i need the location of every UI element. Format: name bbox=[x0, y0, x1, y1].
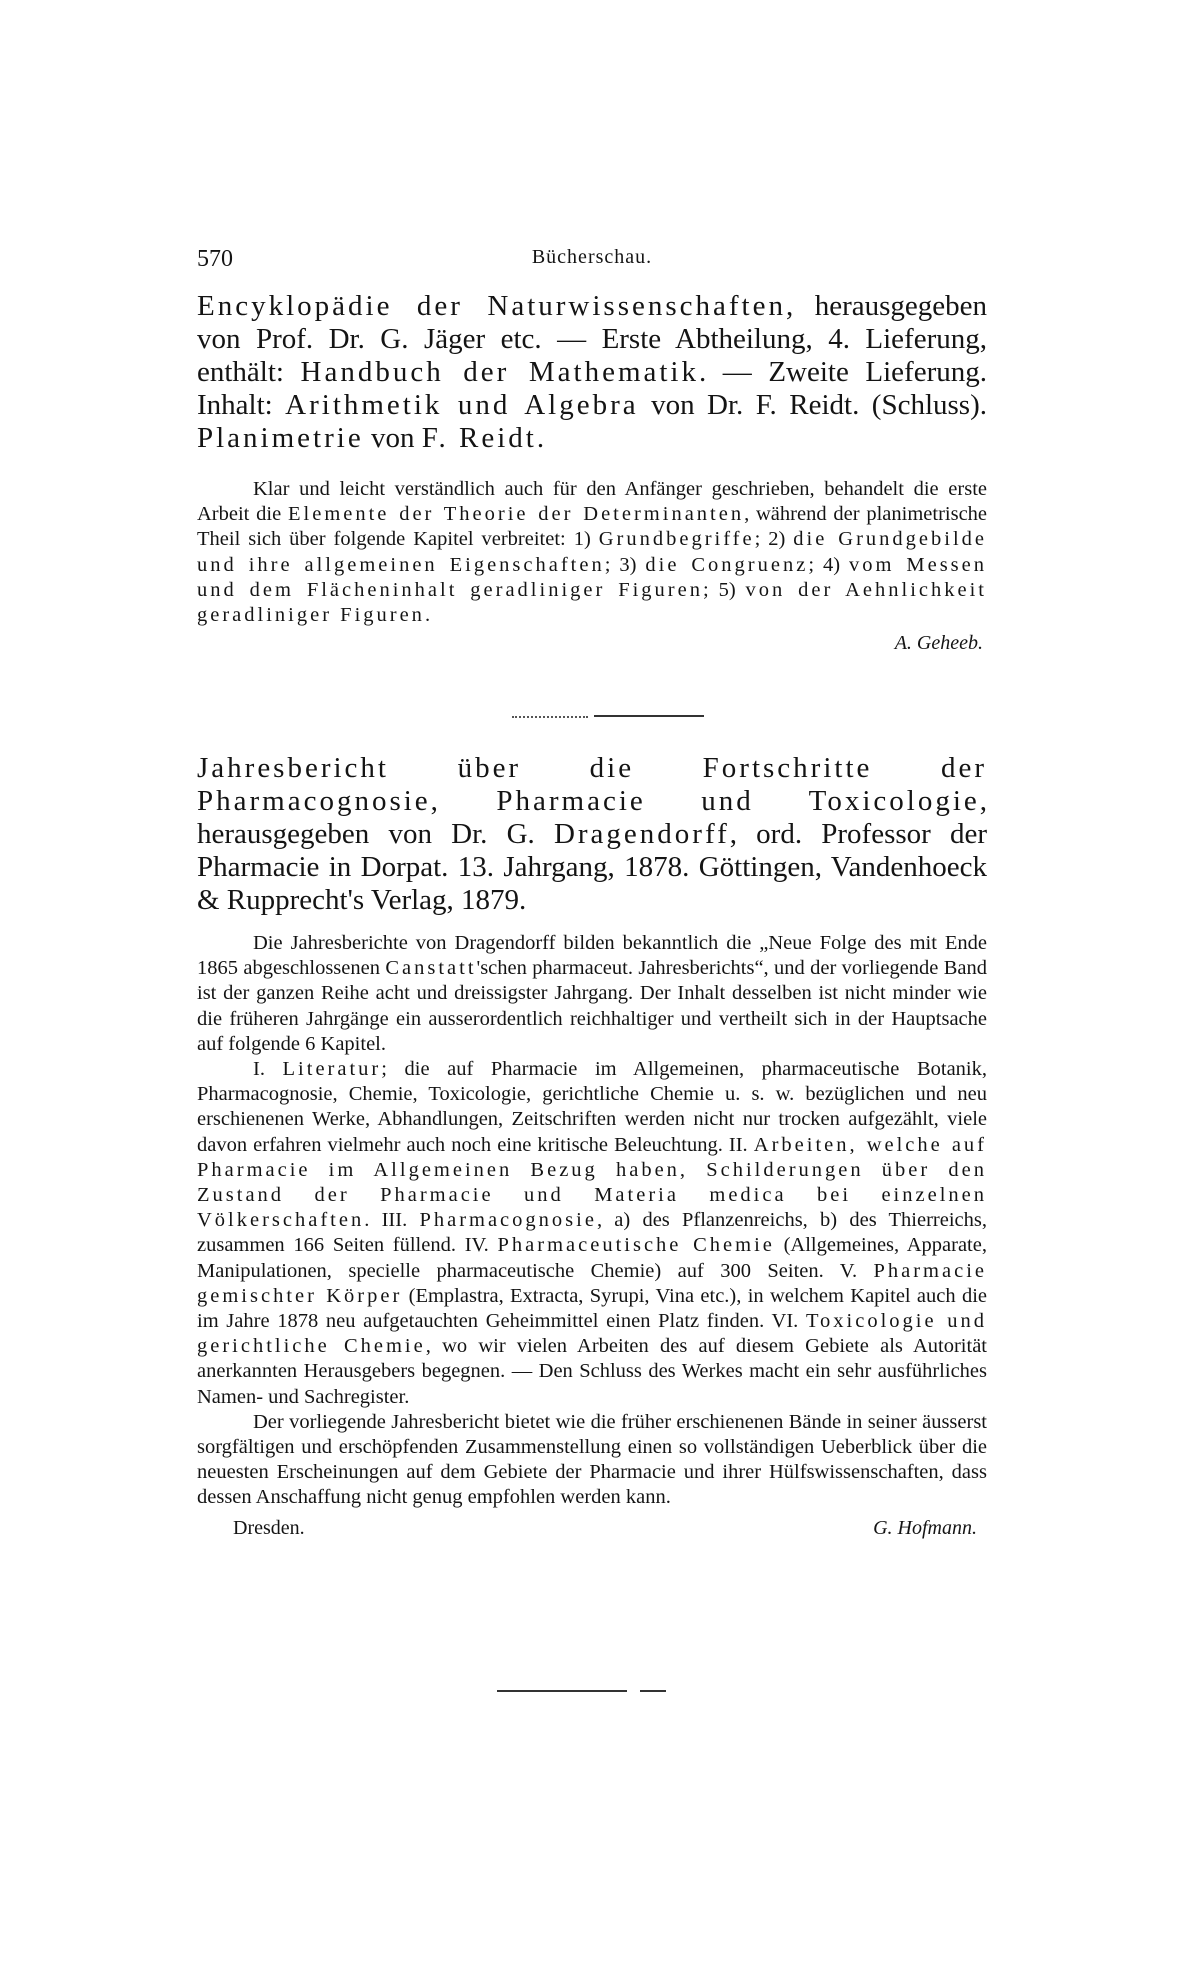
signature-line bbox=[197, 632, 987, 655]
place-name: Dresden. bbox=[233, 1516, 305, 1539]
page-header bbox=[197, 246, 987, 276]
running-title: Bücherschau. bbox=[531, 246, 653, 268]
author-name: Dragendorff bbox=[553, 818, 730, 850]
work-title: Jahresbericht über die Fortschritte der Pharmacognosie, Pharmacie und Toxicologie bbox=[197, 752, 987, 817]
review-jahresbericht bbox=[197, 752, 987, 1547]
author-name: F. Reidt bbox=[421, 422, 537, 454]
page-number: 570 bbox=[197, 246, 233, 272]
paragraph: Klar und leicht verständlich auch für den Anfänger geschrieben, behandelt die erste Arbeit die Elemente der Theorie der Determinanten, während der planimetrische Theil sich über folgende Kapitel verbreitet: 1) Grundbegriffe; 2) die Grundgebilde und ihre allgemeinen Eigenschaften; 3) die Congruenz; 4) vom Messen und dem Flächeninhalt geradliniger Figuren; 5) von der Aehnlichkeit geradliniger Figuren. bbox=[197, 478, 988, 627]
review-title: Jahresbericht über die Fortschritte der Pharmacognosie, Pharmacie und Toxicologie, herausgegeben von Dr. G. Dragendorff, ord. Professor der Pharmacie in Dorpat. 13. Jahrgang, 1878. Göttingen, Vandenhoeck & Rupprecht's Verlag, 1879. bbox=[197, 752, 988, 916]
review-title: Encyklopädie der Naturwissenschaften, herausgegeben von Prof. Dr. G. Jäger etc. — Erste Abtheilung, 4. Lieferung, enthält: Handbuch der Mathematik. — Zweite Lieferung. Inhalt: Arithmetik und Algebra von Dr. F. Reidt. (Schluss). Planimetrie von F. Reidt. bbox=[197, 290, 987, 454]
review-body bbox=[197, 477, 987, 628]
separator-dots bbox=[512, 716, 588, 718]
work-title: Encyklopädie der Naturwissenschaften bbox=[197, 290, 786, 322]
paragraph: Die Jahresberichte von Dragendorff bilden bekanntlich die „Neue Folge des mit Ende 1865 abgeschlossenen Canstatt'schen pharmaceut. Jahresberichts“, und der vorliegende Band ist der ganzen Reihe acht und dreissigster Jahrgang. Der Inhalt desselben ist nicht minder wie die früheren Jahrgänge ein ausserordentlich reichhaltiger und vertheilt sich in der Hauptsache auf folgende 6 Kapitel. bbox=[197, 932, 988, 1055]
section-title: Arithmetik und Algebra bbox=[285, 389, 639, 421]
reviewer-signature: G. Hofmann. bbox=[873, 1516, 977, 1539]
paragraph: Der vorliegende Jahresbericht bietet wie die früher erschienenen Bände in seiner äusserst sorgfältigen und erschöpfenden Zusammenstellung einen so vollständigen Ueberblick über die neuesten Erscheinungen auf dem Gebiete der Pharmacie und ihrer Hülfswissenschaften, dass dessen Anschaffung nicht genug empfohlen werden kann. bbox=[197, 1410, 987, 1509]
paragraph: I. Literatur; die auf Pharmacie im Allgemeinen, pharmaceutische Botanik, Pharmacognosie, Chemie, Toxicologie, gerichtliche Chemie u. s. w. bezüglichen und neu erschienenen Werke, Abhandlungen, Zeitschriften werden nicht nur trocken aufgezählt, viele davon erfahren vielmehr auch noch eine kritische Beleuchtung. II. Arbeiten, welche auf Pharmacie im Allgemeinen Bezug haben, Schilderungen über den Zustand der Pharmacie und Materia medica bei einzelnen Völkerschaften. III. Pharmacognosie, a) des Pflanzenreichs, b) des Thierreichs, zusammen 166 Seiten füllend. IV. Pharmaceutische Chemie (Allgemeines, Apparate, Manipulationen, specielle pharmaceutische Chemie) auf 300 Seiten. V. Pharmacie gemischter Körper (Emplastra, Extracta, Syrupi, Vina etc.), in welchem Kapitel auch die im Jahre 1878 neu aufgetauchten Geheimmittel einen Platz finden. VI. Toxicologie und gerichtliche Chemie, wo wir vielen Arbeiten des auf diesem Gebiete als Autorität anerkannten Herausgebers begegnen. — Den Schluss des Werkes macht ein sehr ausführliches Namen- und Sachregister. bbox=[197, 1058, 988, 1408]
reviewer-signature: A. Geheeb. bbox=[894, 632, 983, 655]
section-title: Planimetrie bbox=[197, 422, 364, 454]
end-rule-short bbox=[640, 1690, 666, 1692]
review-body bbox=[197, 931, 987, 1511]
signature-line bbox=[197, 1517, 987, 1547]
section-title: Handbuch der Mathematik bbox=[300, 356, 699, 388]
end-rule bbox=[497, 1690, 627, 1692]
author-name: Dr. F. Reidt bbox=[707, 389, 853, 421]
review-encyklopaedie bbox=[197, 290, 987, 655]
separator-rule bbox=[594, 715, 704, 717]
